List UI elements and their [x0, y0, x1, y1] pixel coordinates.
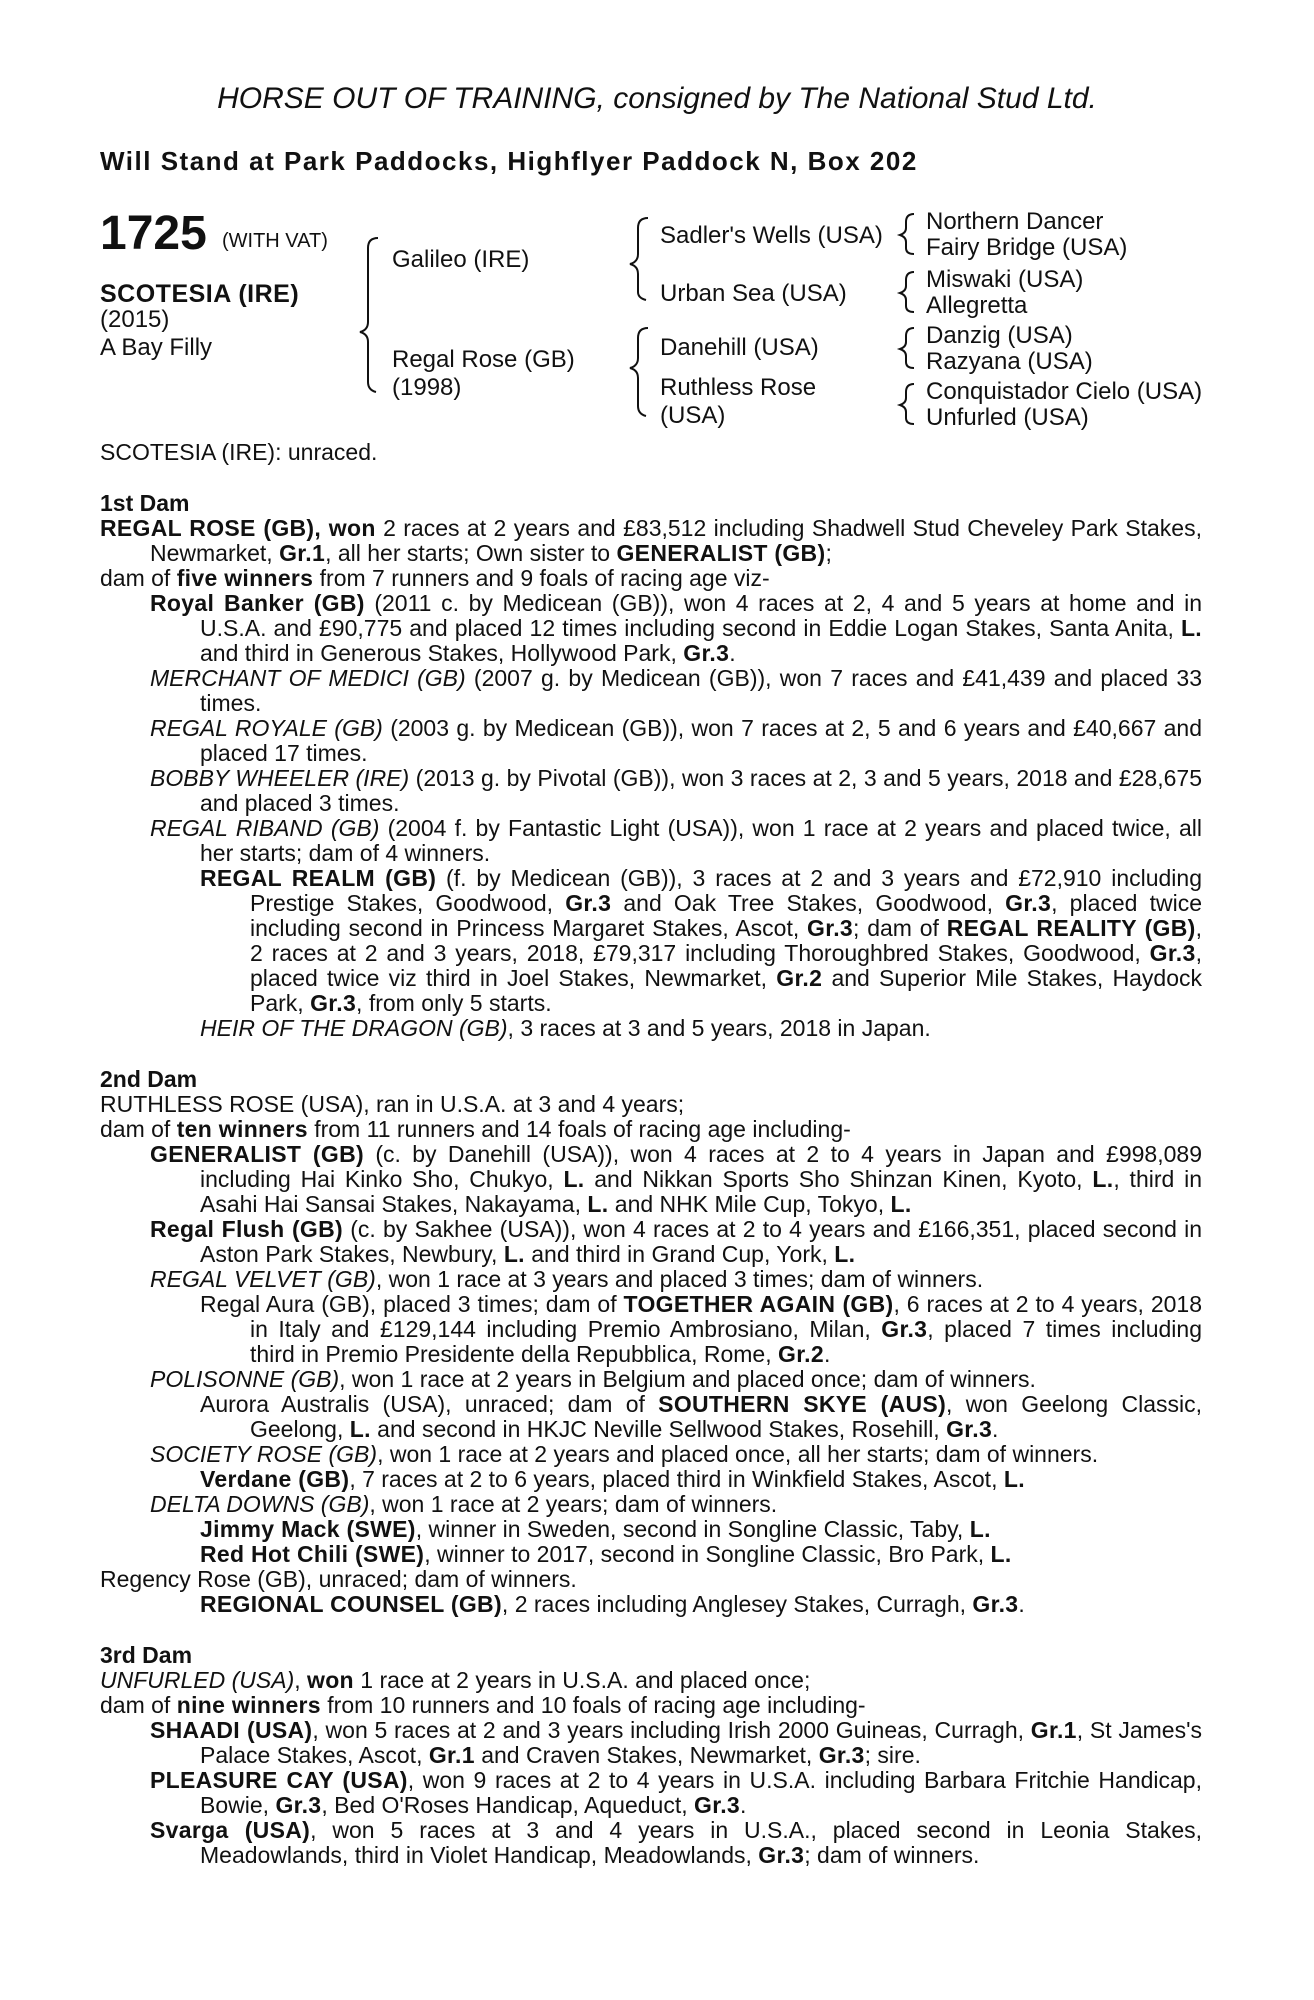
bracket-g2	[900, 272, 914, 312]
pedigree-brackets	[0, 0, 1314, 440]
produce-svarga: Svarga (USA), won 5 races at 3 and 4 years in U.S.A., placed second in Leonia Stakes, Meadowlands, third in Violet Handicap, Meadowlands, Gr.3; dam of winners.	[150, 1817, 1203, 1868]
third-dam-heading: 3rd Dam	[100, 1642, 193, 1668]
produce-aurora-australis: Aurora Australis (USA), unraced; dam of SOUTHERN SKYE (AUS), won Geelong Classic, Geelong, L. and second in HKJC Neville Sellwood Stakes, Rosehill, Gr.3.	[200, 1391, 1202, 1442]
second-dam-record: RUTHLESS ROSE (USA), ran in U.S.A. at 3 and 4 years;	[100, 1091, 685, 1117]
ggp-8: Unfurled (USA)	[926, 404, 1089, 431]
produce-polisonne: POLISONNE (GB), won 1 race at 2 years in Belgium and placed once; dam of winners.	[150, 1366, 1036, 1392]
bracket-g3	[900, 328, 914, 368]
produce-generalist: GENERALIST (GB) (c. by Danehill (USA)), won 4 races at 2 to 4 years in Japan and £998,089 including Hai Kinko Sho, Chukyo, L. and Nikkan Sports Sho Shinzan Kinen, Kyoto, L., third in Asahi Hai Sansai Stakes, Nakayama, L. and NHK Mile Cup, Tokyo, L.	[150, 1141, 1202, 1217]
produce-bobby-wheeler: BOBBY WHEELER (IRE) (2013 g. by Pivotal (GB)), won 3 races at 2, 3 and 5 years, 2018 and £28,675 and placed 3 times.	[150, 765, 1202, 816]
produce-pleasure-cay: PLEASURE CAY (USA), won 9 races at 2 to 4 years in U.S.A. including Barbara Fritchie Handicap, Bowie, Gr.3, Bed O'Roses Handicap, Aqueduct, Gr.3.	[150, 1767, 1202, 1818]
produce-heir-of-the-dragon: HEIR OF THE DRAGON (GB), 3 races at 3 and 5 years, 2018 in Japan.	[200, 1015, 931, 1041]
ggp-6: Razyana (USA)	[926, 348, 1093, 375]
dam-name: Regal Rose (GB)	[392, 346, 575, 373]
produce-regal-velvet: REGAL VELVET (GB), won 1 race at 3 years and placed 3 times; dam of winners.	[150, 1266, 984, 1292]
sire: Galileo (IRE)	[392, 246, 530, 273]
ggp-4: Allegretta	[926, 292, 1028, 319]
race-record: SCOTESIA (IRE): unraced.	[100, 439, 378, 465]
produce-society-rose: SOCIETY ROSE (GB), won 1 race at 2 years and placed once, all her starts; dam of winners.	[150, 1441, 1099, 1467]
bracket-parents	[360, 238, 378, 392]
produce-red-hot-chili: Red Hot Chili (SWE), winner to 2017, second in Songline Classic, Bro Park, L.	[200, 1541, 1012, 1567]
first-dam-produce-summary: dam of five winners from 7 runners and 9 foals of racing age viz-	[100, 565, 770, 591]
produce-regal-realm: REGAL REALM (GB) (f. by Medicean (GB)), 3 races at 2 and 3 years and £72,910 including Prestige Stakes, Goodwood, Gr.3 and Oak Tree Stakes, Goodwood, Gr.3, placed twice including second in Princess Margaret Stakes, Ascot, Gr.3; dam of REGAL REALITY (GB), 2 races at 2 and 3 years, 2018, £79,317 including Thoroughbred Stakes, Goodwood, Gr.3, placed twice viz third in Joel Stakes, Newmarket, Gr.2 and Superior Mile Stakes, Haydock Park, Gr.3, from only 5 starts.	[200, 865, 1203, 1016]
produce-regional-counsel: REGIONAL COUNSEL (GB), 2 races including Anglesey Stakes, Curragh, Gr.3.	[200, 1591, 1025, 1617]
ggp-5: Danzig (USA)	[926, 322, 1073, 349]
bracket-g1	[900, 214, 914, 254]
produce-regal-riband: REGAL RIBAND (GB) (2004 f. by Fantastic Light (USA)), won 1 race at 2 years and placed twice, all her starts; dam of 4 winners.	[150, 815, 1202, 866]
first-dam-heading: 1st Dam	[100, 490, 190, 516]
third-dam-record: UNFURLED (USA), won 1 race at 2 years in U.S.A. and placed once;	[100, 1667, 811, 1693]
dam-sire: Danehill (USA)	[660, 334, 819, 361]
dam-year: (1998)	[392, 374, 462, 401]
foaling-year: (2015)	[100, 306, 170, 333]
pedigree-notes	[100, 440, 1202, 1868]
produce-regal-flush: Regal Flush (GB) (c. by Sakhee (USA)), won 4 races at 2 to 4 years and £166,351, placed second in Aston Park Stakes, Newbury, L. and third in Grand Cup, York, L.	[150, 1216, 1202, 1267]
ggp-1: Northern Dancer	[926, 208, 1104, 235]
consignor-line: HORSE OUT OF TRAINING, consigned by The National Stud Ltd.	[217, 82, 1097, 115]
produce-regal-royale: REGAL ROYALE (GB) (2003 g. by Medicean (GB)), won 7 races at 2, 5 and 6 years and £40,667 and placed 17 times.	[150, 715, 1202, 766]
dam-dam-line1: Ruthless Rose	[660, 374, 817, 401]
produce-royal-banker: Royal Banker (GB) (2011 c. by Medicean (GB)), won 4 races at 2, 4 and 5 years at home and in U.S.A. and £90,775 and placed 12 times including second in Eddie Logan Stakes, Santa Anita, L. and third in Generous Stakes, Hollywood Park, Gr.3.	[150, 590, 1202, 666]
vat-note: (WITH VAT)	[222, 230, 328, 252]
sire-sire: Sadler's Wells (USA)	[660, 222, 883, 249]
second-dam-heading: 2nd Dam	[100, 1066, 198, 1092]
bracket-sire	[630, 218, 648, 300]
ggp-3: Miswaki (USA)	[926, 266, 1084, 293]
produce-delta-downs: DELTA DOWNS (GB), won 1 race at 2 years; dam of winners.	[150, 1491, 778, 1517]
horse-description: A Bay Filly	[100, 334, 213, 361]
ggp-7: Conquistador Cielo (USA)	[926, 378, 1203, 405]
ggp-2: Fairy Bridge (USA)	[926, 234, 1128, 261]
produce-verdane: Verdane (GB), 7 races at 2 to 6 years, placed third in Winkfield Stakes, Ascot, L.	[200, 1466, 1025, 1492]
first-dam-record: REGAL ROSE (GB), won 2 races at 2 years and £83,512 including Shadwell Stud Cheveley Park Stakes, Newmarket, Gr.1, all her starts; Own sister to GENERALIST (GB);	[100, 515, 1202, 566]
bracket-g4	[900, 384, 914, 424]
stabling-line: Will Stand at Park Paddocks, Highflyer Paddock N, Box 202	[100, 146, 918, 176]
produce-merchant-of-medici: MERCHANT OF MEDICI (GB) (2007 g. by Medicean (GB)), won 7 races and £41,439 and placed 33 times.	[150, 665, 1202, 716]
produce-jimmy-mack: Jimmy Mack (SWE), winner in Sweden, second in Songline Classic, Taby, L.	[200, 1516, 991, 1542]
dam-dam-line2: (USA)	[660, 402, 726, 429]
produce-regal-aura: Regal Aura (GB), placed 3 times; dam of TOGETHER AGAIN (GB), 6 races at 2 to 4 years, 2018 in Italy and £129,144 including Premio Ambrosiano, Milan, Gr.3, placed 7 times including third in Premio Presidente della Repubblica, Rome, Gr.2.	[200, 1291, 1202, 1367]
bracket-dam	[630, 328, 648, 416]
lot-number: 1725	[100, 207, 207, 260]
produce-regency-rose: Regency Rose (GB), unraced; dam of winners.	[100, 1566, 577, 1592]
sire-dam: Urban Sea (USA)	[660, 280, 847, 307]
second-dam-produce-summary: dam of ten winners from 11 runners and 14 foals of racing age including-	[100, 1116, 851, 1142]
horse-name: SCOTESIA (IRE)	[100, 280, 300, 308]
third-dam-produce-summary: dam of nine winners from 10 runners and 10 foals of racing age including-	[100, 1692, 866, 1718]
produce-shaadi: SHAADI (USA), won 5 races at 2 and 3 years including Irish 2000 Guineas, Curragh, Gr.1, St James's Palace Stakes, Ascot, Gr.1 and Craven Stakes, Newmarket, Gr.3; sire.	[150, 1717, 1202, 1768]
